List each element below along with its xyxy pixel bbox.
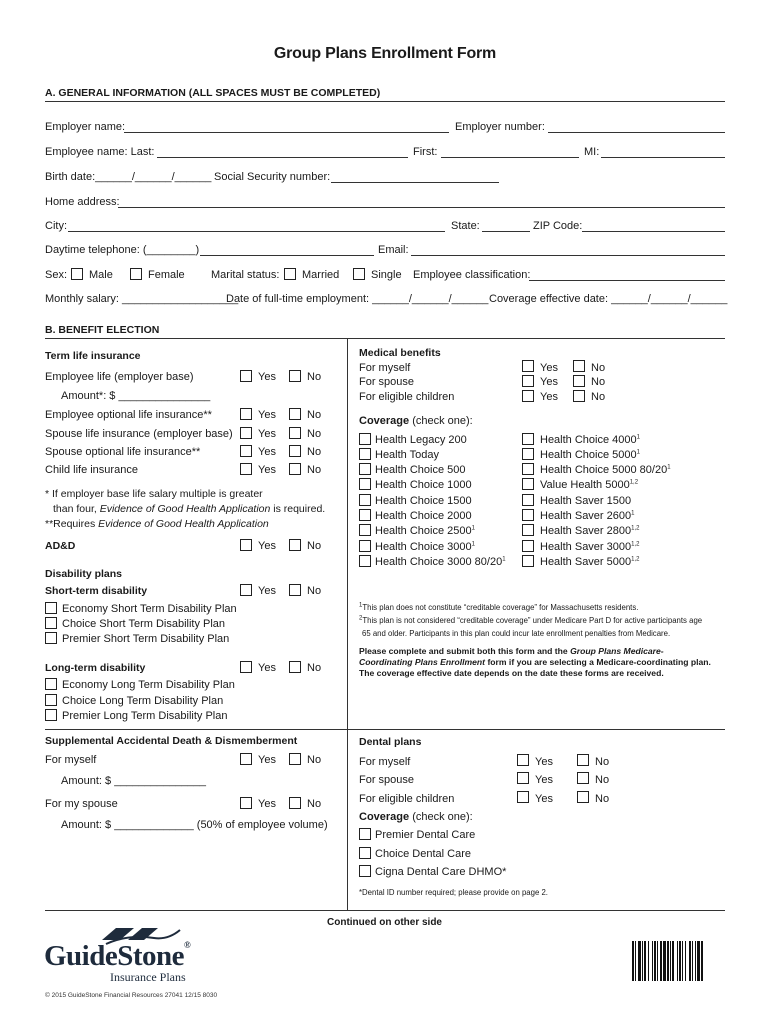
marital-single-label: Single	[371, 269, 402, 281]
sex-female-label: Female	[148, 269, 185, 281]
no-label: No	[591, 391, 606, 403]
spouse-life-yes-checkbox[interactable]	[240, 427, 252, 439]
dental-plans-heading: Dental plans	[359, 736, 422, 748]
medical-spouse-no-checkbox[interactable]	[573, 375, 585, 387]
plan-health-saver-2600-checkbox[interactable]	[522, 509, 534, 521]
yes-label: Yes	[535, 774, 553, 786]
yes-label: Yes	[535, 793, 553, 805]
plan-health-choice-3000-checkbox[interactable]	[359, 540, 371, 552]
spouse-optional-yes-checkbox[interactable]	[240, 445, 252, 457]
plan-health-saver-5000-checkbox[interactable]	[522, 555, 534, 567]
short-term-yes-checkbox[interactable]	[240, 584, 252, 596]
choice-short-term-label: Choice Short Term Disability Plan	[62, 618, 226, 630]
term-life-amount-field[interactable]: Amount*: $ _______________	[61, 390, 211, 402]
term-life-note-1a: * If employer base life salary multiple is greater	[45, 488, 263, 500]
ssn-label: Social Security number:	[214, 171, 331, 183]
medical-footnote-2b: 65 and older. Participants in this plan could incur late enrollment penalties from Medicare.	[362, 629, 671, 638]
plan-health-today-label: Health Today	[375, 449, 440, 461]
economy-short-term-label: Economy Short Term Disability Plan	[62, 603, 237, 615]
plan-health-choice-5000-label: Health Choice 5000$^1$	[540, 449, 640, 461]
no-label: No	[591, 376, 606, 388]
supplemental-myself-yes-checkbox[interactable]	[240, 753, 252, 765]
employee-last-name-field[interactable]	[157, 157, 408, 158]
yes-label: Yes	[258, 540, 276, 552]
employee-life-no-checkbox[interactable]	[289, 370, 301, 382]
yes-label: Yes	[258, 371, 276, 383]
employee-classification-field[interactable]	[529, 280, 725, 281]
sex-female-checkbox[interactable]	[130, 268, 142, 280]
employee-optional-no-checkbox[interactable]	[289, 408, 301, 420]
term-life-note-2: **Requires Evidence of Good Health Application	[45, 518, 269, 530]
middle-initial-label: MI:	[584, 146, 600, 158]
plan-health-choice-1500-label: Health Choice 1500	[375, 495, 472, 507]
dental-spouse-no-checkbox[interactable]	[577, 772, 589, 784]
plan-health-choice-4000-checkbox[interactable]	[522, 433, 534, 445]
medical-coverage-label: Coverage (check one):	[359, 415, 473, 427]
choice-long-term-checkbox[interactable]	[45, 694, 57, 706]
sex-male-label: Male	[89, 269, 113, 281]
spouse-life-label: Spouse life insurance (employer base)	[45, 428, 233, 440]
employee-last-name-label: Employee name: Last:	[45, 146, 155, 158]
continued-on-other-side: Continued on other side	[327, 917, 442, 928]
medical-myself-no-checkbox[interactable]	[573, 360, 585, 372]
child-life-label: Child life insurance	[45, 464, 138, 476]
no-label: No	[595, 774, 610, 786]
plan-value-health-5000-label: Value Health 5000$^{1,2}$	[540, 479, 639, 491]
no-label: No	[307, 662, 322, 674]
plan-health-legacy-200-label: Health Legacy 200	[375, 434, 467, 446]
plan-health-choice-3000-label: Health Choice 3000$^1$	[375, 541, 475, 553]
no-label: No	[307, 540, 322, 552]
first-name-field[interactable]	[441, 157, 579, 158]
employee-optional-yes-checkbox[interactable]	[240, 408, 252, 420]
yes-label: Yes	[258, 798, 276, 810]
plan-health-choice-3000-8020-label: Health Choice 3000 $80/20^1$	[375, 556, 506, 568]
city-label: City:	[45, 220, 67, 232]
premier-dental-label: Premier Dental Care	[375, 829, 476, 841]
section-b-heading: B. BENEFIT ELECTION	[45, 324, 160, 336]
email-field[interactable]	[411, 255, 725, 256]
middle-initial-field[interactable]	[601, 157, 725, 158]
choice-dental-label: Choice Dental Care	[375, 848, 471, 860]
plan-health-choice-2000-checkbox[interactable]	[359, 509, 371, 521]
city-field[interactable]	[68, 231, 445, 232]
economy-long-term-label: Economy Long Term Disability Plan	[62, 679, 235, 691]
cigna-dental-label: Cigna Dental Care DHMO*	[375, 866, 507, 878]
plan-health-choice-500-label: Health Choice 500	[375, 464, 466, 476]
guidestone-wordmark: GuideStone®	[44, 940, 191, 972]
child-life-no-checkbox[interactable]	[289, 463, 301, 475]
coverage-effective-date-field[interactable]: Coverage effective date: ______/______/______	[489, 293, 728, 305]
dental-myself-label: For myself	[359, 756, 411, 768]
ssn-field[interactable]	[331, 182, 499, 183]
disability-heading: Disability plans	[45, 568, 123, 580]
zip-field[interactable]	[582, 231, 725, 232]
no-label: No	[595, 756, 610, 768]
plan-health-choice-3000-8020-checkbox[interactable]	[359, 555, 371, 567]
yes-label: Yes	[258, 446, 276, 458]
medical-spouse-label: For spouse	[359, 376, 415, 388]
adnd-heading: AD&D	[45, 540, 76, 552]
yes-label: Yes	[540, 391, 558, 403]
medical-children-label: For eligible children	[359, 391, 455, 403]
economy-long-term-checkbox[interactable]	[45, 678, 57, 690]
no-label: No	[307, 585, 322, 597]
medical-footnote-1: $^1$This plan does not constitute “creditable coverage” for Massachusetts residents.	[359, 602, 639, 612]
home-address-label: Home address:	[45, 196, 120, 208]
employee-optional-life-label: Employee optional life insurance**	[45, 409, 212, 421]
zip-label: ZIP Code:	[533, 220, 583, 232]
spouse-optional-no-checkbox[interactable]	[289, 445, 301, 457]
sex-label: Sex:	[45, 269, 68, 281]
choice-short-term-checkbox[interactable]	[45, 617, 57, 629]
employer-name-label: Employer name:	[45, 121, 126, 133]
dental-spouse-yes-checkbox[interactable]	[517, 772, 529, 784]
first-name-label: First:	[413, 146, 438, 158]
plan-health-choice-5000-checkbox[interactable]	[522, 448, 534, 460]
state-field[interactable]	[482, 231, 530, 232]
medical-footnote-2a: $^2$This plan is not considered “creditable coverage” under Medicare Part D for active participants age	[359, 615, 703, 625]
daytime-phone-field[interactable]	[200, 255, 374, 256]
supplemental-spouse-yes-checkbox[interactable]	[240, 797, 252, 809]
yes-label: Yes	[540, 376, 558, 388]
plan-health-saver-3000-label: Health Saver 3000$^{1,2}$	[540, 541, 640, 553]
state-label: State:	[451, 220, 480, 232]
plan-health-today-checkbox[interactable]	[359, 448, 371, 460]
no-label: No	[307, 371, 322, 383]
marital-married-label: Married	[302, 269, 340, 281]
marital-status-label: Marital status:	[211, 269, 280, 281]
choice-dental-checkbox[interactable]	[359, 847, 371, 859]
marital-married-checkbox[interactable]	[284, 268, 296, 280]
plan-health-legacy-200-checkbox[interactable]	[359, 433, 371, 445]
long-term-yes-checkbox[interactable]	[240, 661, 252, 673]
no-label: No	[595, 793, 610, 805]
plan-health-choice-500-checkbox[interactable]	[359, 463, 371, 475]
plan-health-saver-2800-checkbox[interactable]	[522, 524, 534, 536]
employer-number-label: Employer number:	[455, 121, 545, 133]
yes-label: Yes	[258, 428, 276, 440]
dental-myself-no-checkbox[interactable]	[577, 754, 589, 766]
no-label: No	[307, 409, 322, 421]
monthly-salary-field[interactable]: Monthly salary: ___________________	[45, 293, 239, 305]
dental-footnote: *Dental ID number required; please provide on page 2.	[359, 888, 548, 897]
supplemental-amount-1-field[interactable]: Amount: $ _______________	[61, 775, 206, 787]
plan-health-saver-1500-checkbox[interactable]	[522, 494, 534, 506]
no-label: No	[307, 446, 322, 458]
dental-children-label: For eligible children	[359, 793, 455, 805]
plan-health-saver-3000-checkbox[interactable]	[522, 540, 534, 552]
employee-classification-label: Employee classification:	[413, 269, 531, 281]
long-term-disability-heading: Long-term disability	[45, 662, 146, 674]
form-title: Group Plans Enrollment Form	[273, 45, 497, 62]
home-address-field[interactable]	[118, 207, 725, 208]
plan-health-saver-5000-label: Health Saver 5000$^{1,2}$	[540, 556, 640, 568]
insurance-plans-subtitle: Insurance Plans	[110, 970, 186, 984]
section-a-divider	[45, 101, 725, 102]
adnd-no-checkbox[interactable]	[289, 539, 301, 551]
plan-health-choice-5000-8020-label: Health Choice 5000 $80/20^1$	[540, 464, 671, 476]
plan-health-choice-1500-checkbox[interactable]	[359, 494, 371, 506]
employer-number-field[interactable]	[548, 132, 725, 133]
yes-label: Yes	[258, 585, 276, 597]
plan-health-choice-2500-label: Health Choice 2500$^1$	[375, 525, 475, 537]
yes-label: Yes	[258, 662, 276, 674]
cigna-dental-checkbox[interactable]	[359, 865, 371, 877]
medical-myself-yes-checkbox[interactable]	[522, 360, 534, 372]
no-label: No	[307, 798, 322, 810]
premier-short-term-label: Premier Short Term Disability Plan	[62, 633, 230, 645]
short-term-no-checkbox[interactable]	[289, 584, 301, 596]
plan-health-choice-2000-label: Health Choice 2000	[375, 510, 472, 522]
supplemental-amount-2-field[interactable]: Amount: $ _____________ (50% of employee volume)	[61, 819, 328, 831]
yes-label: Yes	[535, 756, 553, 768]
section-b-bottom-rule	[45, 910, 725, 911]
supplemental-adnd-heading: Supplemental Accidental Death & Dismemberment	[45, 735, 298, 747]
medical-spouse-yes-checkbox[interactable]	[522, 375, 534, 387]
no-label: No	[307, 464, 322, 476]
section-b-column-divider	[347, 338, 348, 911]
no-label: No	[307, 428, 322, 440]
premier-dental-checkbox[interactable]	[359, 828, 371, 840]
section-b-top-rule	[45, 338, 725, 339]
short-term-disability-heading: Short-term disability	[45, 585, 148, 597]
supplemental-myself-label: For myself	[45, 754, 97, 766]
email-label: Email:	[378, 244, 409, 256]
section-a-heading: A. GENERAL INFORMATION (ALL SPACES MUST BE COMPLETED)	[45, 87, 381, 99]
birth-date-field[interactable]: Birth date:______/______/______	[45, 171, 212, 183]
premier-long-term-checkbox[interactable]	[45, 709, 57, 721]
medical-children-yes-checkbox[interactable]	[522, 390, 534, 402]
yes-label: Yes	[258, 464, 276, 476]
yes-label: Yes	[258, 754, 276, 766]
plan-health-choice-1000-label: Health Choice 1000	[375, 479, 472, 491]
employee-life-label: Employee life (employer base)	[45, 371, 194, 383]
dental-spouse-label: For spouse	[359, 774, 415, 786]
copyright-line: © 2015 GuideStone Financial Resources 27041 12/15 8030	[45, 992, 218, 999]
plan-value-health-5000-checkbox[interactable]	[522, 478, 534, 490]
plan-health-choice-5000-8020-checkbox[interactable]	[522, 463, 534, 475]
yes-label: Yes	[258, 409, 276, 421]
no-label: No	[591, 362, 606, 374]
medical-children-no-checkbox[interactable]	[573, 390, 585, 402]
plan-health-saver-1500-label: Health Saver 1500	[540, 495, 632, 507]
sex-male-checkbox[interactable]	[71, 268, 83, 280]
plan-health-saver-2600-label: Health Saver 2600$^1$	[540, 510, 635, 522]
supplemental-myself-no-checkbox[interactable]	[289, 753, 301, 765]
supplemental-spouse-label: For my spouse	[45, 798, 118, 810]
marital-single-checkbox[interactable]	[353, 268, 365, 280]
term-life-note-1b: than four, Evidence of Good Health Application is required.	[53, 503, 326, 515]
long-term-no-checkbox[interactable]	[289, 661, 301, 673]
date-fulltime-field[interactable]: Date of full-time employment: ______/______/______	[226, 293, 489, 305]
plan-health-choice-2500-checkbox[interactable]	[359, 524, 371, 536]
economy-short-term-checkbox[interactable]	[45, 602, 57, 614]
premier-long-term-label: Premier Long Term Disability Plan	[62, 710, 228, 722]
premier-short-term-checkbox[interactable]	[45, 632, 57, 644]
dental-children-yes-checkbox[interactable]	[517, 791, 529, 803]
medicare-coordination-note: Please complete and submit both this form and the Group Plans Medicare-Coordinating Plans Enrollment form if you are selecting a Medicare-coordinating plan. The coverage effective date depends on the date these forms are received.	[359, 646, 711, 678]
plan-health-saver-2800-label: Health Saver 2800$^{1,2}$	[540, 525, 640, 537]
section-b-middle-rule	[45, 729, 725, 730]
no-label: No	[307, 754, 322, 766]
employer-name-field[interactable]	[124, 132, 449, 133]
dental-coverage-label: Coverage (check one):	[359, 811, 473, 823]
adnd-yes-checkbox[interactable]	[240, 539, 252, 551]
choice-long-term-label: Choice Long Term Disability Plan	[62, 695, 224, 707]
medical-myself-label: For myself	[359, 362, 411, 374]
employee-life-yes-checkbox[interactable]	[240, 370, 252, 382]
spouse-life-no-checkbox[interactable]	[289, 427, 301, 439]
medical-benefits-heading: Medical benefits	[359, 347, 441, 359]
plan-health-choice-1000-checkbox[interactable]	[359, 478, 371, 490]
child-life-yes-checkbox[interactable]	[240, 463, 252, 475]
dental-children-no-checkbox[interactable]	[577, 791, 589, 803]
barcode-icon	[632, 941, 726, 981]
dental-myself-yes-checkbox[interactable]	[517, 754, 529, 766]
term-life-heading: Term life insurance	[45, 350, 141, 362]
spouse-optional-life-label: Spouse optional life insurance**	[45, 446, 201, 458]
supplemental-spouse-no-checkbox[interactable]	[289, 797, 301, 809]
yes-label: Yes	[540, 362, 558, 374]
daytime-phone-label: Daytime telephone: (________)	[45, 244, 200, 256]
plan-health-choice-4000-label: Health Choice 4000$^1$	[540, 434, 640, 446]
